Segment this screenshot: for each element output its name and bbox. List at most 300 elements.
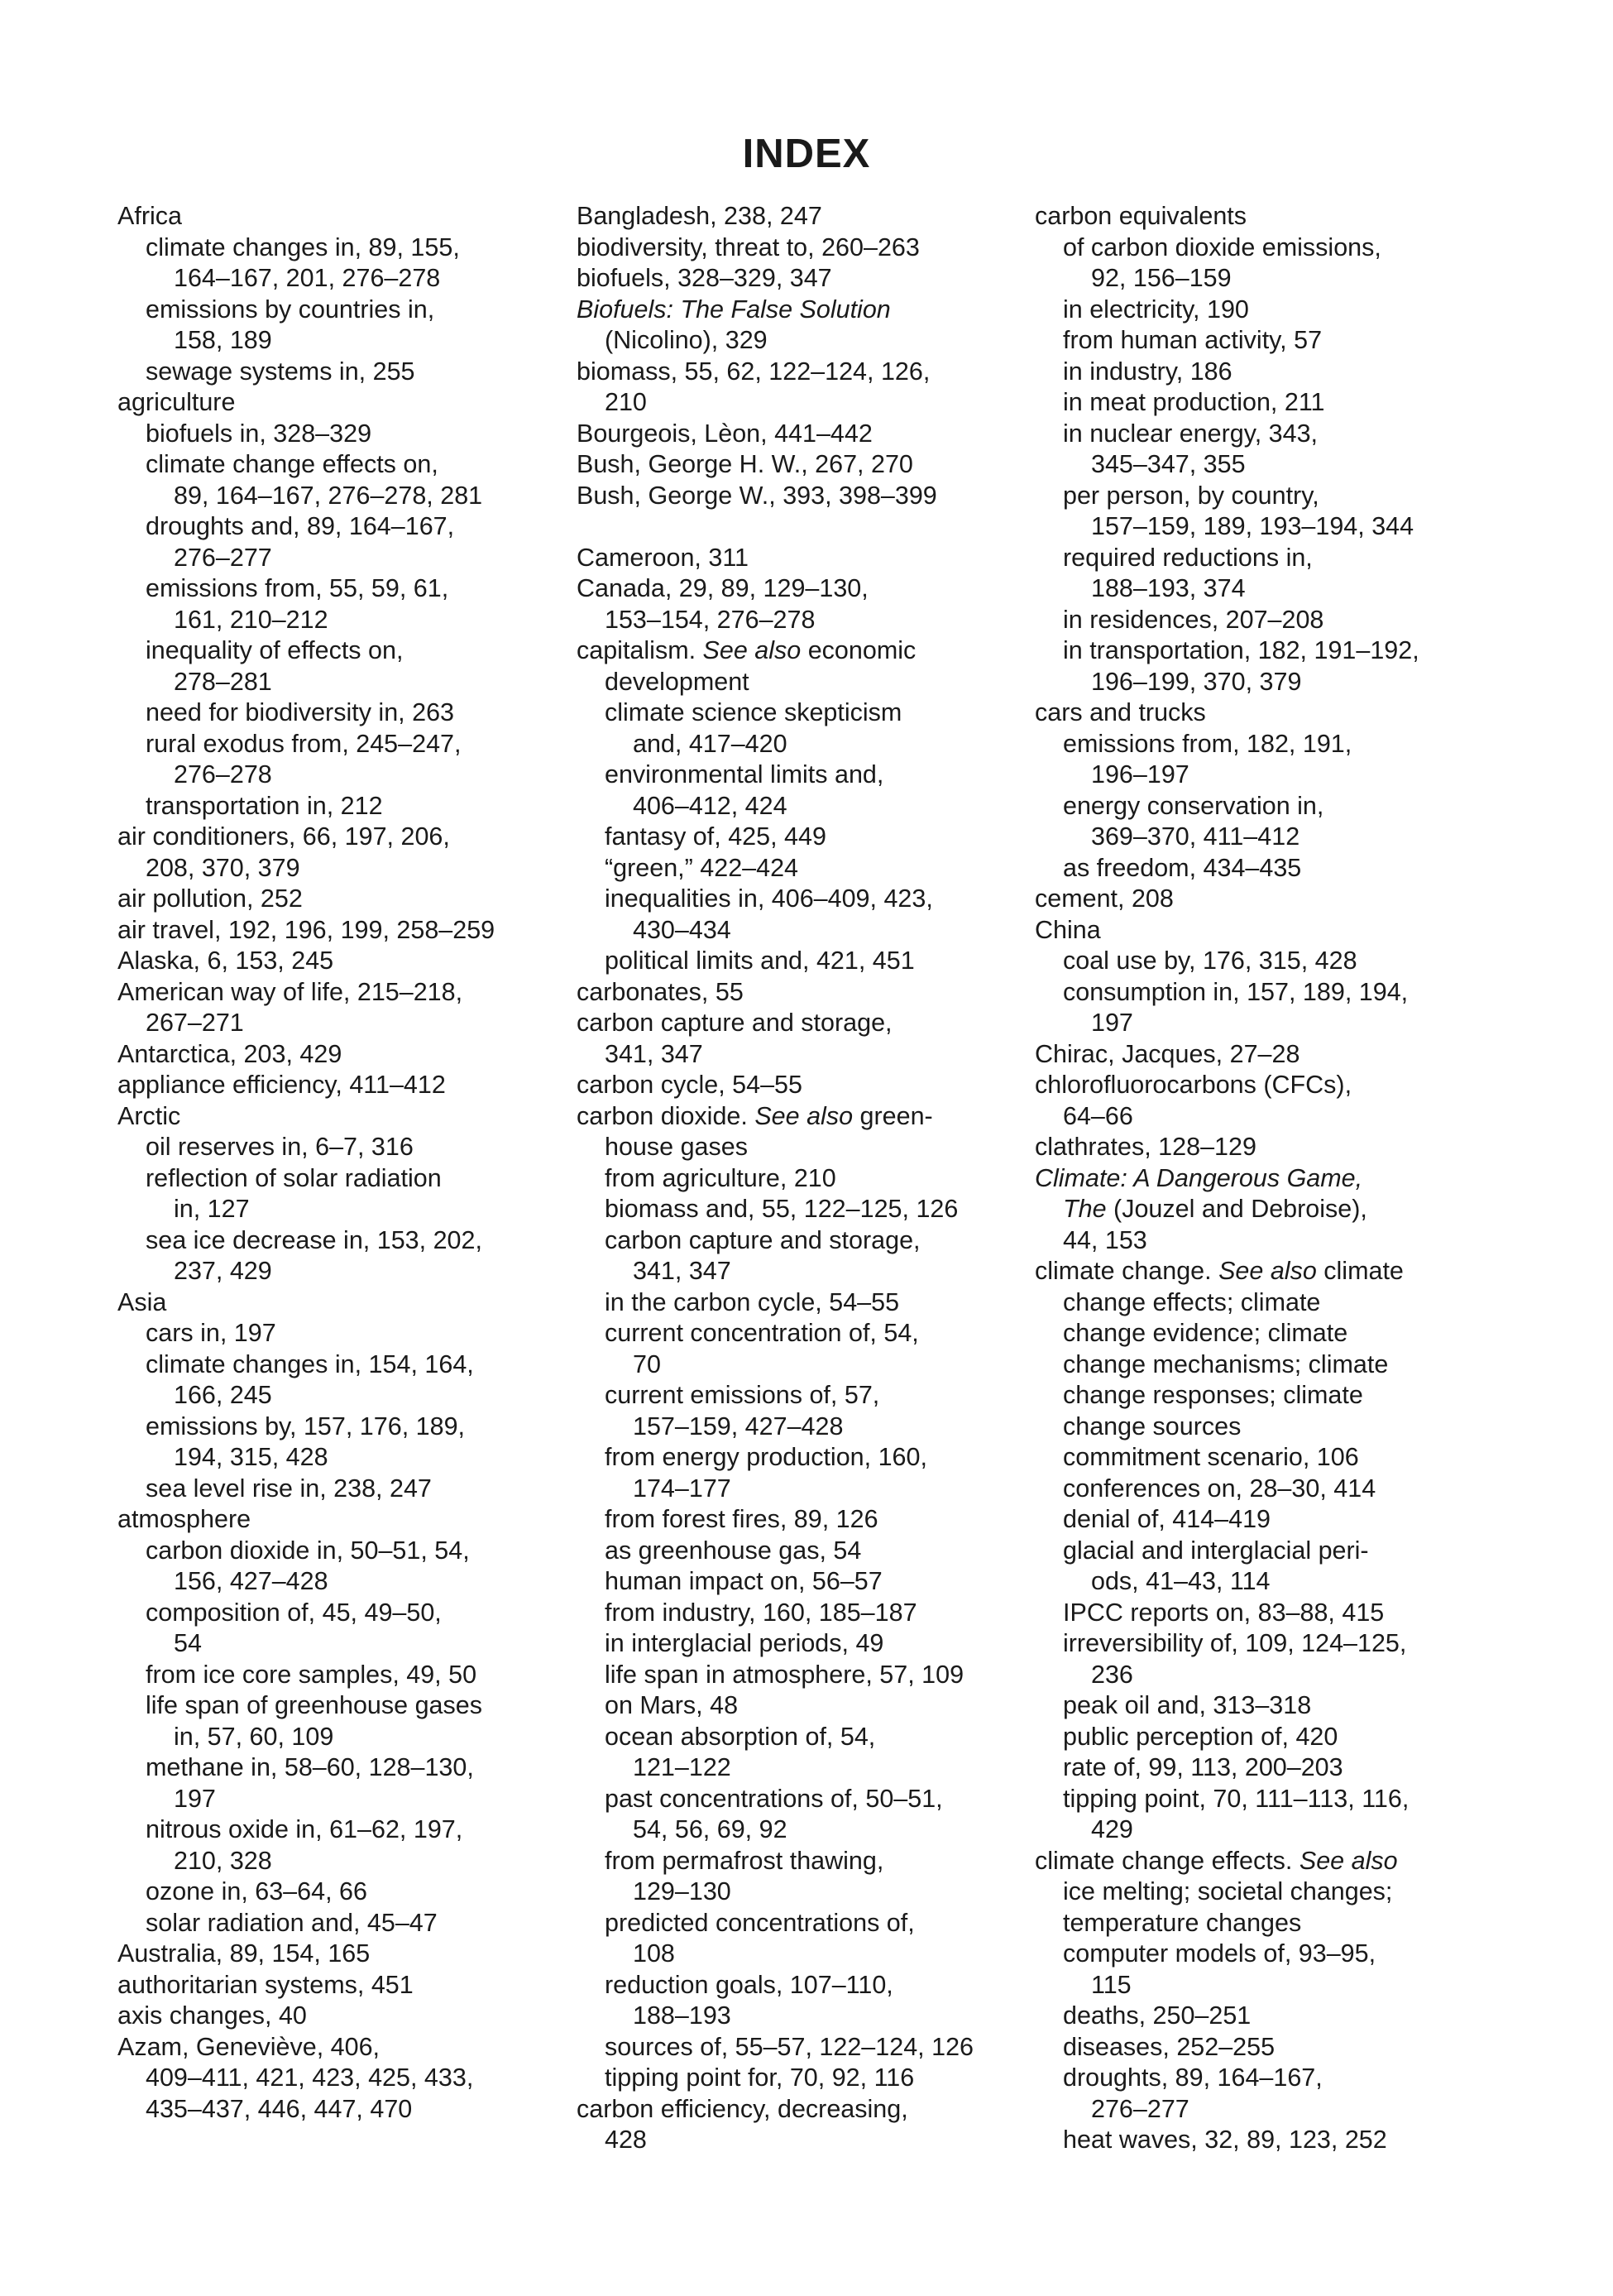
entry-text: tipping point, 70, 111–113, 116, <box>1063 1784 1410 1813</box>
index-entry <box>577 1008 1023 1039</box>
entry-text: appliance efficiency, 411–412 <box>117 1071 446 1099</box>
index-subentry <box>1035 573 1498 605</box>
entry-text-rest: climate <box>1316 1257 1404 1285</box>
entry-text: 92, 156–159 <box>1091 264 1232 292</box>
index-subentry <box>117 1722 560 1753</box>
entry-text: carbonates, 55 <box>577 977 744 1006</box>
index-subentry <box>1035 1504 1498 1536</box>
index-subentry <box>1035 853 1498 884</box>
index-entry <box>117 946 560 977</box>
index-entry <box>577 263 1023 295</box>
index-entry <box>1035 1846 1498 1877</box>
index-subentry <box>117 2094 560 2126</box>
entry-text: cement, 208 <box>1035 884 1174 913</box>
entry-text: per person, by country, <box>1063 481 1319 510</box>
entry-text: 54, 56, 69, 92 <box>633 1815 787 1843</box>
entry-text: rural exodus from, 245–247, <box>146 729 462 758</box>
index-subentry <box>1035 977 1498 1009</box>
index-subentry <box>117 729 560 760</box>
index-entry <box>1035 1132 1498 1163</box>
index-subentry <box>1035 2094 1498 2126</box>
index-subentry <box>117 543 560 574</box>
index-entry <box>577 357 1023 388</box>
entry-text: in, 127 <box>174 1195 250 1223</box>
index-subentry <box>117 1536 560 1567</box>
index-subentry <box>117 853 560 884</box>
index-entry <box>577 449 1023 481</box>
entry-text: inequality of effects on, <box>146 636 404 664</box>
entry-text: in meat production, 211 <box>1063 388 1325 416</box>
index-subentry <box>577 387 1023 419</box>
index-subentry <box>1035 1474 1498 1505</box>
index-entry <box>117 1039 560 1071</box>
index-subentry <box>1035 946 1498 977</box>
index-subentry <box>1035 1970 1498 2001</box>
entry-text: climate change. <box>1035 1257 1219 1285</box>
index-subentry <box>577 915 1023 947</box>
index-subentry <box>577 1939 1023 1970</box>
entry-text: fantasy of, 425, 449 <box>605 822 826 851</box>
entry-text: 276–278 <box>174 760 272 789</box>
entry-text: 188–193 <box>633 2001 731 2030</box>
entry-text: 435–437, 446, 447, 470 <box>146 2094 413 2123</box>
entry-text: current emissions of, 57, <box>605 1381 880 1409</box>
index-entry <box>117 884 560 915</box>
entry-text: American way of life, 215–218, <box>117 977 463 1006</box>
entry-text: 278–281 <box>174 667 272 696</box>
entry-text: glacial and interglacial peri- <box>1063 1536 1369 1565</box>
index-subentry <box>1035 1380 1498 1412</box>
entry-text: from human activity, 57 <box>1063 326 1323 354</box>
entry-text: from forest fires, 89, 126 <box>605 1505 878 1533</box>
index-subentry <box>1035 1784 1498 1815</box>
entry-text: 428 <box>605 2126 647 2154</box>
index-subentry <box>117 760 560 791</box>
index-subentry <box>1035 1442 1498 1474</box>
entry-text: 406–412, 424 <box>633 791 787 820</box>
entry-text: 157–159, 189, 193–194, 344 <box>1091 512 1414 540</box>
index-entry <box>577 201 1023 232</box>
index-subentry <box>577 1474 1023 1505</box>
index-subentry <box>117 1877 560 1908</box>
entry-text: 129–130 <box>633 1877 731 1905</box>
entry-text: past concentrations of, 50–51, <box>605 1784 943 1813</box>
entry-text: Bangladesh, 238, 247 <box>577 202 822 230</box>
entry-text: air travel, 192, 196, 199, 258–259 <box>117 915 495 944</box>
index-subentry <box>1035 1628 1498 1660</box>
entry-text: 369–370, 411–412 <box>1091 822 1300 851</box>
index-subentry <box>117 232 560 264</box>
index-subentry <box>1035 1536 1498 1567</box>
entry-text: 89, 164–167, 276–278, 281 <box>174 481 483 510</box>
entry-text: Canada, 29, 89, 129–130, <box>577 574 869 602</box>
index-subentry <box>117 1380 560 1412</box>
entry-text: coal use by, 176, 315, 428 <box>1063 947 1357 975</box>
index-entry <box>1035 1039 1498 1071</box>
index-entry <box>1035 1070 1498 1101</box>
index-entry <box>577 295 1023 326</box>
entry-text: carbon cycle, 54–55 <box>577 1071 802 1099</box>
entry-text-rest: green- <box>853 1101 933 1130</box>
index-subentry <box>577 2125 1023 2156</box>
see-also-reference: See also <box>702 636 802 664</box>
index-subentry <box>117 1566 560 1598</box>
entry-text: biofuels, 328–329, 347 <box>577 264 832 292</box>
index-subentry <box>1035 1908 1498 1939</box>
entry-text: house gases <box>605 1133 748 1161</box>
entry-text: 429 <box>1091 1815 1133 1843</box>
entry-text: 276–277 <box>174 543 272 572</box>
entry-text: transportation in, 212 <box>146 791 383 820</box>
entry-text: Bush, George W., 393, 398–399 <box>577 481 937 510</box>
entry-text: cars in, 197 <box>146 1319 276 1347</box>
entry-text: Azam, Geneviève, 406, <box>117 2032 381 2061</box>
index-subentry <box>1035 822 1498 853</box>
index-subentry <box>1035 511 1498 543</box>
entry-text: predicted concentrations of, <box>605 1908 915 1937</box>
index-entry <box>577 1101 1023 1133</box>
index-column-1 <box>117 201 560 2125</box>
index-subentry <box>1035 232 1498 264</box>
entry-text: climate changes in, 154, 164, <box>146 1349 474 1378</box>
entry-text: environmental limits and, <box>605 760 884 789</box>
entry-text: Antarctica, 203, 429 <box>117 1039 342 1068</box>
entry-text: commitment scenario, 106 <box>1063 1443 1359 1471</box>
entry-text: Alaska, 6, 153, 245 <box>117 947 334 975</box>
index-subentry <box>117 295 560 326</box>
index-subentry <box>1035 1598 1498 1629</box>
entry-text-rest: economic <box>801 636 917 664</box>
index-subentry <box>577 822 1023 853</box>
index-entry <box>577 232 1023 264</box>
index-subentry <box>117 667 560 698</box>
index-subentry <box>117 1225 560 1257</box>
entry-text: carbon capture and storage, <box>577 1009 893 1037</box>
entry-text: Climate: A Dangerous Game, <box>1035 1163 1363 1192</box>
index-subentry <box>117 1598 560 1629</box>
index-subentry <box>117 1412 560 1443</box>
entry-text: solar radiation and, 45–47 <box>146 1908 438 1937</box>
index-entry <box>577 419 1023 450</box>
index-subentry <box>117 1784 560 1815</box>
entry-text: 208, 370, 379 <box>146 853 300 882</box>
index-subentry <box>577 884 1023 915</box>
entry-text: biodiversity, threat to, 260–263 <box>577 232 920 261</box>
index-subentry <box>577 1660 1023 1691</box>
index-subentry <box>117 1132 560 1163</box>
index-subentry <box>1035 1814 1498 1846</box>
index-entry <box>117 1287 560 1319</box>
entry-text: in nuclear energy, 343, <box>1063 419 1319 448</box>
entry-text: composition of, 45, 49–50, <box>146 1598 442 1627</box>
index-subentry <box>1035 1566 1498 1598</box>
index-subentry <box>577 697 1023 729</box>
index-subentry <box>117 1318 560 1349</box>
entry-text: 341, 347 <box>633 1257 731 1285</box>
index-subentry <box>577 760 1023 791</box>
entry-text: temperature changes <box>1063 1908 1302 1937</box>
index-entry <box>1035 1256 1498 1287</box>
index-subentry <box>1035 387 1498 419</box>
index-subentry <box>117 605 560 636</box>
index-entry <box>117 1970 560 2001</box>
entry-text: air pollution, 252 <box>117 884 303 913</box>
index-subentry <box>117 1349 560 1381</box>
index-subentry <box>1035 1690 1498 1722</box>
entry-text: ozone in, 63–64, 66 <box>146 1877 367 1905</box>
entry-text: 70 <box>633 1349 661 1378</box>
entry-text: 158, 189 <box>174 326 272 354</box>
entry-text: emissions from, 182, 191, <box>1063 729 1352 758</box>
index-entry <box>117 915 560 947</box>
index-subentry <box>1035 667 1498 698</box>
entry-text: capitalism. <box>577 636 703 664</box>
entry-text: change evidence; climate <box>1063 1319 1348 1347</box>
entry-text: China <box>1035 915 1101 944</box>
index-subentry <box>117 573 560 605</box>
index-subentry <box>577 1225 1023 1257</box>
index-subentry <box>1035 2125 1498 2156</box>
entry-text: (Nicolino), 329 <box>605 326 768 354</box>
index-subentry <box>1035 263 1498 295</box>
index-subentry <box>1035 760 1498 791</box>
entry-text: The <box>1063 1195 1107 1223</box>
entry-text: 121–122 <box>633 1753 731 1781</box>
index-entry <box>577 543 1023 574</box>
entry-text: irreversibility of, 109, 124–125, <box>1063 1629 1407 1657</box>
entry-text: 194, 315, 428 <box>174 1443 328 1471</box>
index-subentry <box>117 697 560 729</box>
entry-text: ice melting; societal changes; <box>1063 1877 1393 1905</box>
entry-text: climate change effects. <box>1035 1846 1299 1875</box>
entry-text: change sources <box>1063 1412 1242 1440</box>
entry-text: as greenhouse gas, 54 <box>605 1536 862 1565</box>
index-subentry <box>1035 1722 1498 1753</box>
index-entry <box>577 635 1023 667</box>
entry-text: in transportation, 182, 191–192, <box>1063 636 1419 664</box>
index-entry <box>117 201 560 232</box>
entry-text: 197 <box>1091 1009 1133 1037</box>
index-entry <box>117 1070 560 1101</box>
entry-text: clathrates, 128–129 <box>1035 1133 1256 1161</box>
index-entry <box>577 573 1023 605</box>
entry-text: carbon capture and storage, <box>605 1225 921 1254</box>
entry-text: 237, 429 <box>174 1257 272 1285</box>
index-entry <box>117 1939 560 1970</box>
index-subentry <box>577 2063 1023 2094</box>
index-subentry <box>577 1132 1023 1163</box>
see-also-reference: See also <box>1218 1257 1317 1285</box>
entry-text: computer models of, 93–95, <box>1063 1939 1376 1968</box>
index-subentry <box>577 1784 1023 1815</box>
entry-text: droughts and, 89, 164–167, <box>146 512 455 540</box>
entry-text: 156, 427–428 <box>174 1567 328 1595</box>
index-subentry <box>577 1690 1023 1722</box>
entry-text: 157–159, 427–428 <box>633 1412 844 1440</box>
entry-text: Biofuels: The False Solution <box>577 295 891 324</box>
index-subentry <box>577 1163 1023 1195</box>
index-entry <box>1035 915 1498 947</box>
entry-text: 153–154, 276–278 <box>605 605 816 634</box>
index-subentry <box>1035 1318 1498 1349</box>
index-subentry <box>1035 2063 1498 2094</box>
entry-text: Bush, George H. W., 267, 270 <box>577 450 913 478</box>
entry-text: atmosphere <box>117 1505 251 1533</box>
index-subentry <box>117 419 560 450</box>
entry-text: climate science skepticism <box>605 698 902 726</box>
entry-text: 44, 153 <box>1063 1225 1147 1254</box>
entry-text: current concentration of, 54, <box>605 1319 919 1347</box>
index-subentry <box>577 1814 1023 1846</box>
index-subentry <box>1035 325 1498 357</box>
entry-text: conferences on, 28–30, 414 <box>1063 1474 1376 1503</box>
entry-text: consumption in, 157, 189, 194, <box>1063 977 1409 1006</box>
index-subentry <box>577 1628 1023 1660</box>
index-subentry <box>117 263 560 295</box>
index-subentry <box>577 1412 1023 1443</box>
entry-text: biomass, 55, 62, 122–124, 126, <box>577 357 931 386</box>
entry-text: from ice core samples, 49, 50 <box>146 1660 477 1689</box>
entry-text: deaths, 250–251 <box>1063 2001 1252 2030</box>
entry-text: political limits and, 421, 451 <box>605 947 915 975</box>
index-subentry <box>577 1504 1023 1536</box>
entry-text: Africa <box>117 202 182 230</box>
entry-text: human impact on, 56–57 <box>605 1567 883 1595</box>
index-entry <box>117 2001 560 2032</box>
index-subentry <box>577 1722 1023 1753</box>
index-subentry <box>1035 543 1498 574</box>
index-subentry <box>1035 1349 1498 1381</box>
index-entry <box>1035 697 1498 729</box>
entry-text: 174–177 <box>633 1474 731 1503</box>
entry-text: required reductions in, <box>1063 543 1313 572</box>
entry-text: change effects; climate <box>1063 1287 1321 1316</box>
page-title: INDEX <box>742 132 871 176</box>
entry-text: denial of, 414–419 <box>1063 1505 1271 1533</box>
entry-text: 108 <box>633 1939 675 1968</box>
entry-text: air conditioners, 66, 197, 206, <box>117 822 450 851</box>
index-subentry <box>117 1660 560 1691</box>
index-subentry <box>1035 1194 1498 1225</box>
index-subentry <box>1035 1660 1498 1691</box>
index-subentry <box>577 1566 1023 1598</box>
index-subentry <box>117 635 560 667</box>
index-subentry <box>577 1536 1023 1567</box>
index-entry <box>577 977 1023 1009</box>
entry-text: droughts, 89, 164–167, <box>1063 2064 1323 2092</box>
index-subentry <box>117 791 560 822</box>
entry-text-rest: (Jouzel and Debroise), <box>1106 1195 1367 1223</box>
index-subentry <box>117 1442 560 1474</box>
index-subentry <box>577 1752 1023 1784</box>
entry-text: as freedom, 434–435 <box>1063 853 1302 882</box>
index-subentry <box>577 1194 1023 1225</box>
index-subentry <box>117 1690 560 1722</box>
index-subentry <box>577 325 1023 357</box>
index-subentry <box>577 667 1023 698</box>
index-subentry <box>117 1752 560 1784</box>
entry-text: in, 57, 60, 109 <box>174 1722 334 1751</box>
index-entry <box>1035 884 1498 915</box>
entry-text: Arctic <box>117 1101 181 1130</box>
index-subentry <box>117 511 560 543</box>
entry-text: carbon efficiency, decreasing, <box>577 2094 908 2123</box>
index-spacer <box>577 511 1023 543</box>
entry-text: 341, 347 <box>605 1039 703 1068</box>
entry-text: 161, 210–212 <box>174 605 328 634</box>
entry-text: oil reserves in, 6–7, 316 <box>146 1133 414 1161</box>
index-entry <box>1035 1163 1498 1195</box>
index-subentry <box>117 1008 560 1039</box>
entry-text: 276–277 <box>1091 2094 1189 2123</box>
entry-text: axis changes, 40 <box>117 2001 307 2030</box>
entry-text: heat waves, 32, 89, 123, 252 <box>1063 2126 1387 2154</box>
entry-text: rate of, 99, 113, 200–203 <box>1063 1753 1343 1781</box>
index-subentry <box>577 1442 1023 1474</box>
index-subentry <box>1035 449 1498 481</box>
entry-text: authoritarian systems, 451 <box>117 1970 414 1999</box>
entry-text: Bourgeois, Lèon, 441–442 <box>577 419 873 448</box>
entry-text: Chirac, Jacques, 27–28 <box>1035 1039 1300 1068</box>
entry-text: reflection of solar radiation <box>146 1163 442 1192</box>
entry-text: from agriculture, 210 <box>605 1163 836 1192</box>
index-entry <box>117 2032 560 2064</box>
index-entry <box>577 2094 1023 2126</box>
index-subentry <box>1035 729 1498 760</box>
index-subentry <box>1035 1008 1498 1039</box>
index-subentry <box>1035 2032 1498 2064</box>
entry-text: “green,” 422–424 <box>605 853 799 882</box>
index-subentry <box>117 1628 560 1660</box>
entry-text: 210, 328 <box>174 1846 272 1875</box>
entry-text: 267–271 <box>146 1009 244 1037</box>
index-subentry <box>1035 791 1498 822</box>
entry-text: from industry, 160, 185–187 <box>605 1598 917 1627</box>
index-subentry <box>577 1318 1023 1349</box>
entry-text: in interglacial periods, 49 <box>605 1629 884 1657</box>
entry-text: change mechanisms; climate <box>1063 1349 1389 1378</box>
entry-text: carbon dioxide. <box>577 1101 755 1130</box>
entry-text: peak oil and, 313–318 <box>1063 1691 1312 1719</box>
entry-text: 409–411, 421, 423, 425, 433, <box>146 2064 474 2092</box>
entry-text: inequalities in, 406–409, 423, <box>605 884 933 913</box>
entry-text: sewage systems in, 255 <box>146 357 415 386</box>
index-subentry <box>1035 357 1498 388</box>
entry-text: emissions by countries in, <box>146 295 435 324</box>
index-entry <box>1035 201 1498 232</box>
index-column-2 <box>577 201 1023 2156</box>
entry-text: 197 <box>174 1784 216 1813</box>
index-subentry <box>1035 1939 1498 1970</box>
index-subentry <box>117 481 560 512</box>
index-subentry <box>1035 419 1498 450</box>
entry-text: 188–193, 374 <box>1091 574 1246 602</box>
index-subentry <box>117 1194 560 1225</box>
index-subentry <box>1035 1412 1498 1443</box>
index-column-3 <box>1035 201 1498 2156</box>
index-subentry <box>577 791 1023 822</box>
index-subentry <box>1035 1287 1498 1319</box>
entry-text: sources of, 55–57, 122–124, 126 <box>605 2032 974 2061</box>
entry-text: 430–434 <box>633 915 731 944</box>
entry-text: from permafrost thawing, <box>605 1846 884 1875</box>
index-subentry <box>577 1380 1023 1412</box>
entry-text: need for biodiversity in, 263 <box>146 698 454 726</box>
entry-text: ods, 41–43, 114 <box>1091 1567 1271 1595</box>
index-subentry <box>577 729 1023 760</box>
index-subentry <box>1035 295 1498 326</box>
index-subentry <box>1035 635 1498 667</box>
